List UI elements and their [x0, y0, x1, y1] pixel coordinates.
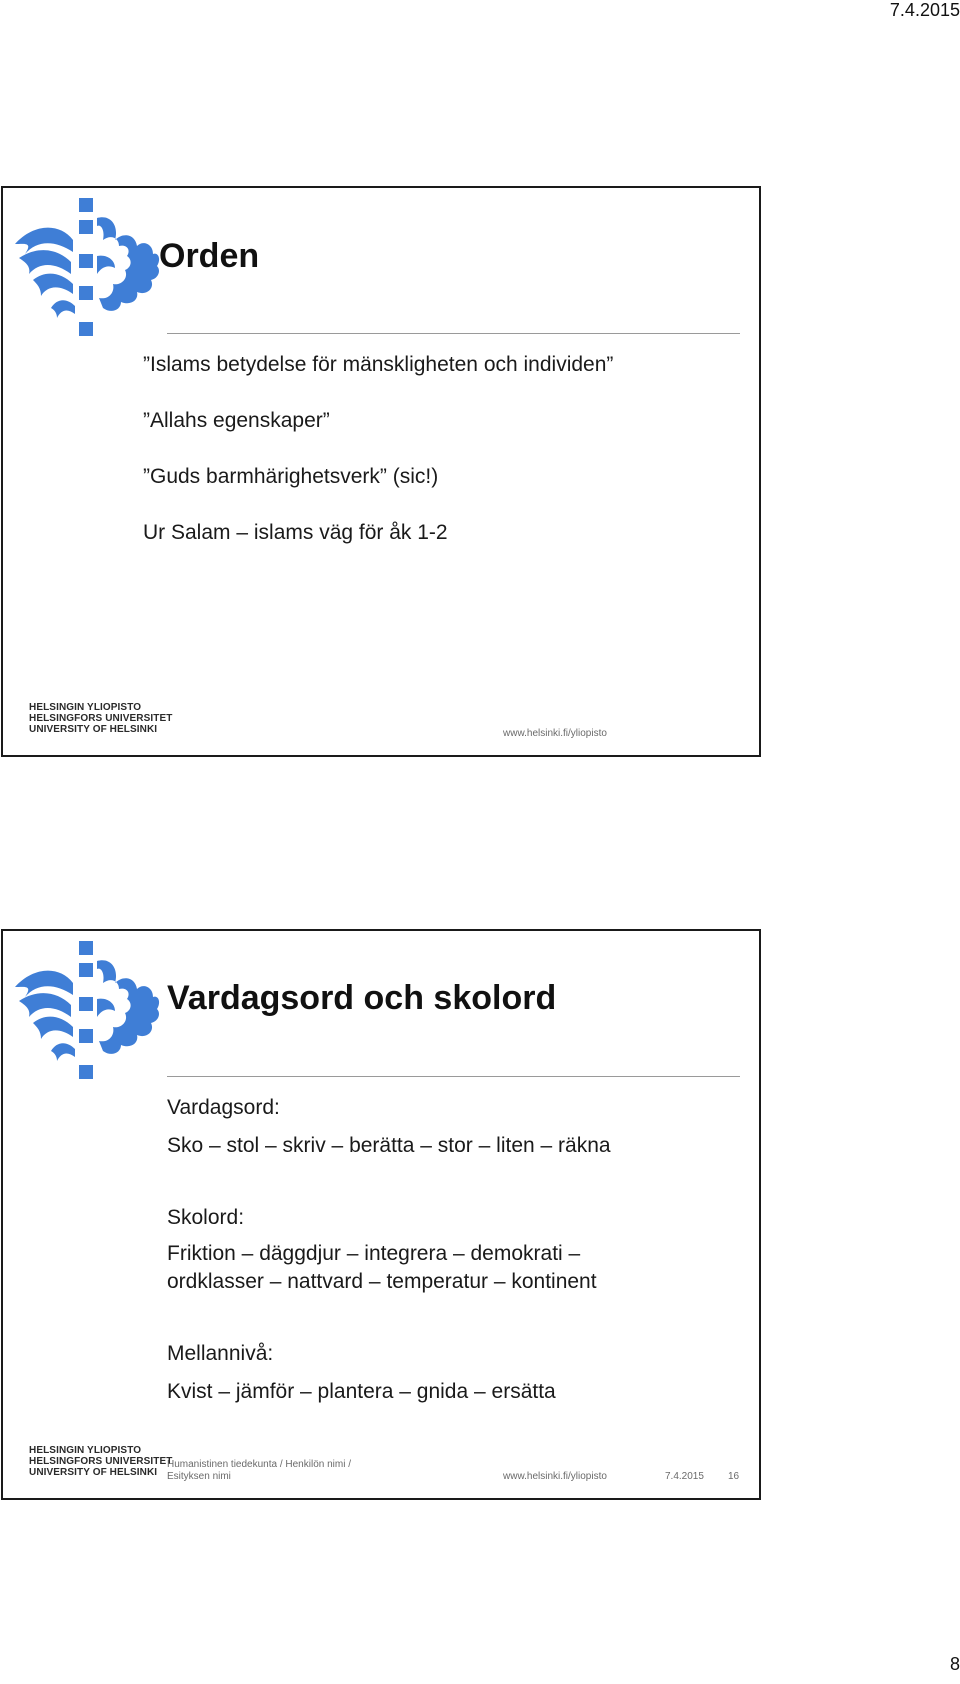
footer-page-number: 16 [728, 1471, 740, 1482]
title-divider [167, 333, 740, 334]
slide-title: Orden [159, 237, 260, 275]
footer-meta-line1: Humanistinen tiedekunta / Henkilön nimi / [167, 1459, 351, 1470]
university-name-en: UNIVERSITY OF HELSINKI [29, 1467, 158, 1478]
skolord-text-line2: ordklasser – nattvard – temperatur – kontinent [167, 1270, 597, 1293]
skolord-text-line1: Friktion – däggdjur – integrera – demokrati – [167, 1242, 581, 1265]
vardagsord-text: Sko – stol – skriv – berätta – stor – liten – räkna [167, 1134, 611, 1157]
university-name [29, 1445, 172, 1478]
mellanniva-heading: Mellannivå: [167, 1342, 274, 1365]
university-flame-logo-icon [11, 939, 163, 1085]
title-divider [167, 1076, 740, 1077]
mellanniva-text: Kvist – jämför – plantera – gnida – ersätta [167, 1380, 556, 1403]
university-name-fi: HELSINGIN YLIOPISTO [29, 1445, 142, 1456]
university-flame-logo-icon [11, 196, 163, 342]
list-item: ”Islams betydelse för mänskligheten och individen” [143, 353, 614, 376]
footer-meta [167, 1459, 351, 1483]
slide-vardagsord-och-skolord [1, 929, 761, 1500]
page-date: 7.4.2015 [889, 0, 960, 20]
university-name-en: UNIVERSITY OF HELSINKI [29, 724, 158, 735]
university-name-sv: HELSINGFORS UNIVERSITET [29, 1456, 173, 1467]
list-item: Ur Salam – islams väg för åk 1-2 [143, 521, 448, 544]
university-name-sv: HELSINGFORS UNIVERSITET [29, 713, 173, 724]
footer-date: 7.4.2015 [665, 1471, 704, 1482]
vardagsord-heading: Vardagsord: [167, 1096, 280, 1119]
slide-orden [1, 186, 761, 757]
footer-meta-line2: Esityksen nimi [167, 1471, 231, 1482]
list-item: ”Allahs egenskaper” [143, 409, 330, 432]
slide-title: Vardagsord och skolord [167, 979, 557, 1017]
university-name-fi: HELSINGIN YLIOPISTO [29, 702, 142, 713]
footer-url: www.helsinki.fi/yliopisto [503, 1471, 607, 1482]
skolord-heading: Skolord: [167, 1206, 245, 1229]
list-item: ”Guds barmhärighetsverk” (sic!) [143, 465, 439, 488]
university-name [29, 702, 172, 735]
footer-url: www.helsinki.fi/yliopisto [503, 728, 607, 739]
page-number: 8 [949, 1654, 960, 1674]
